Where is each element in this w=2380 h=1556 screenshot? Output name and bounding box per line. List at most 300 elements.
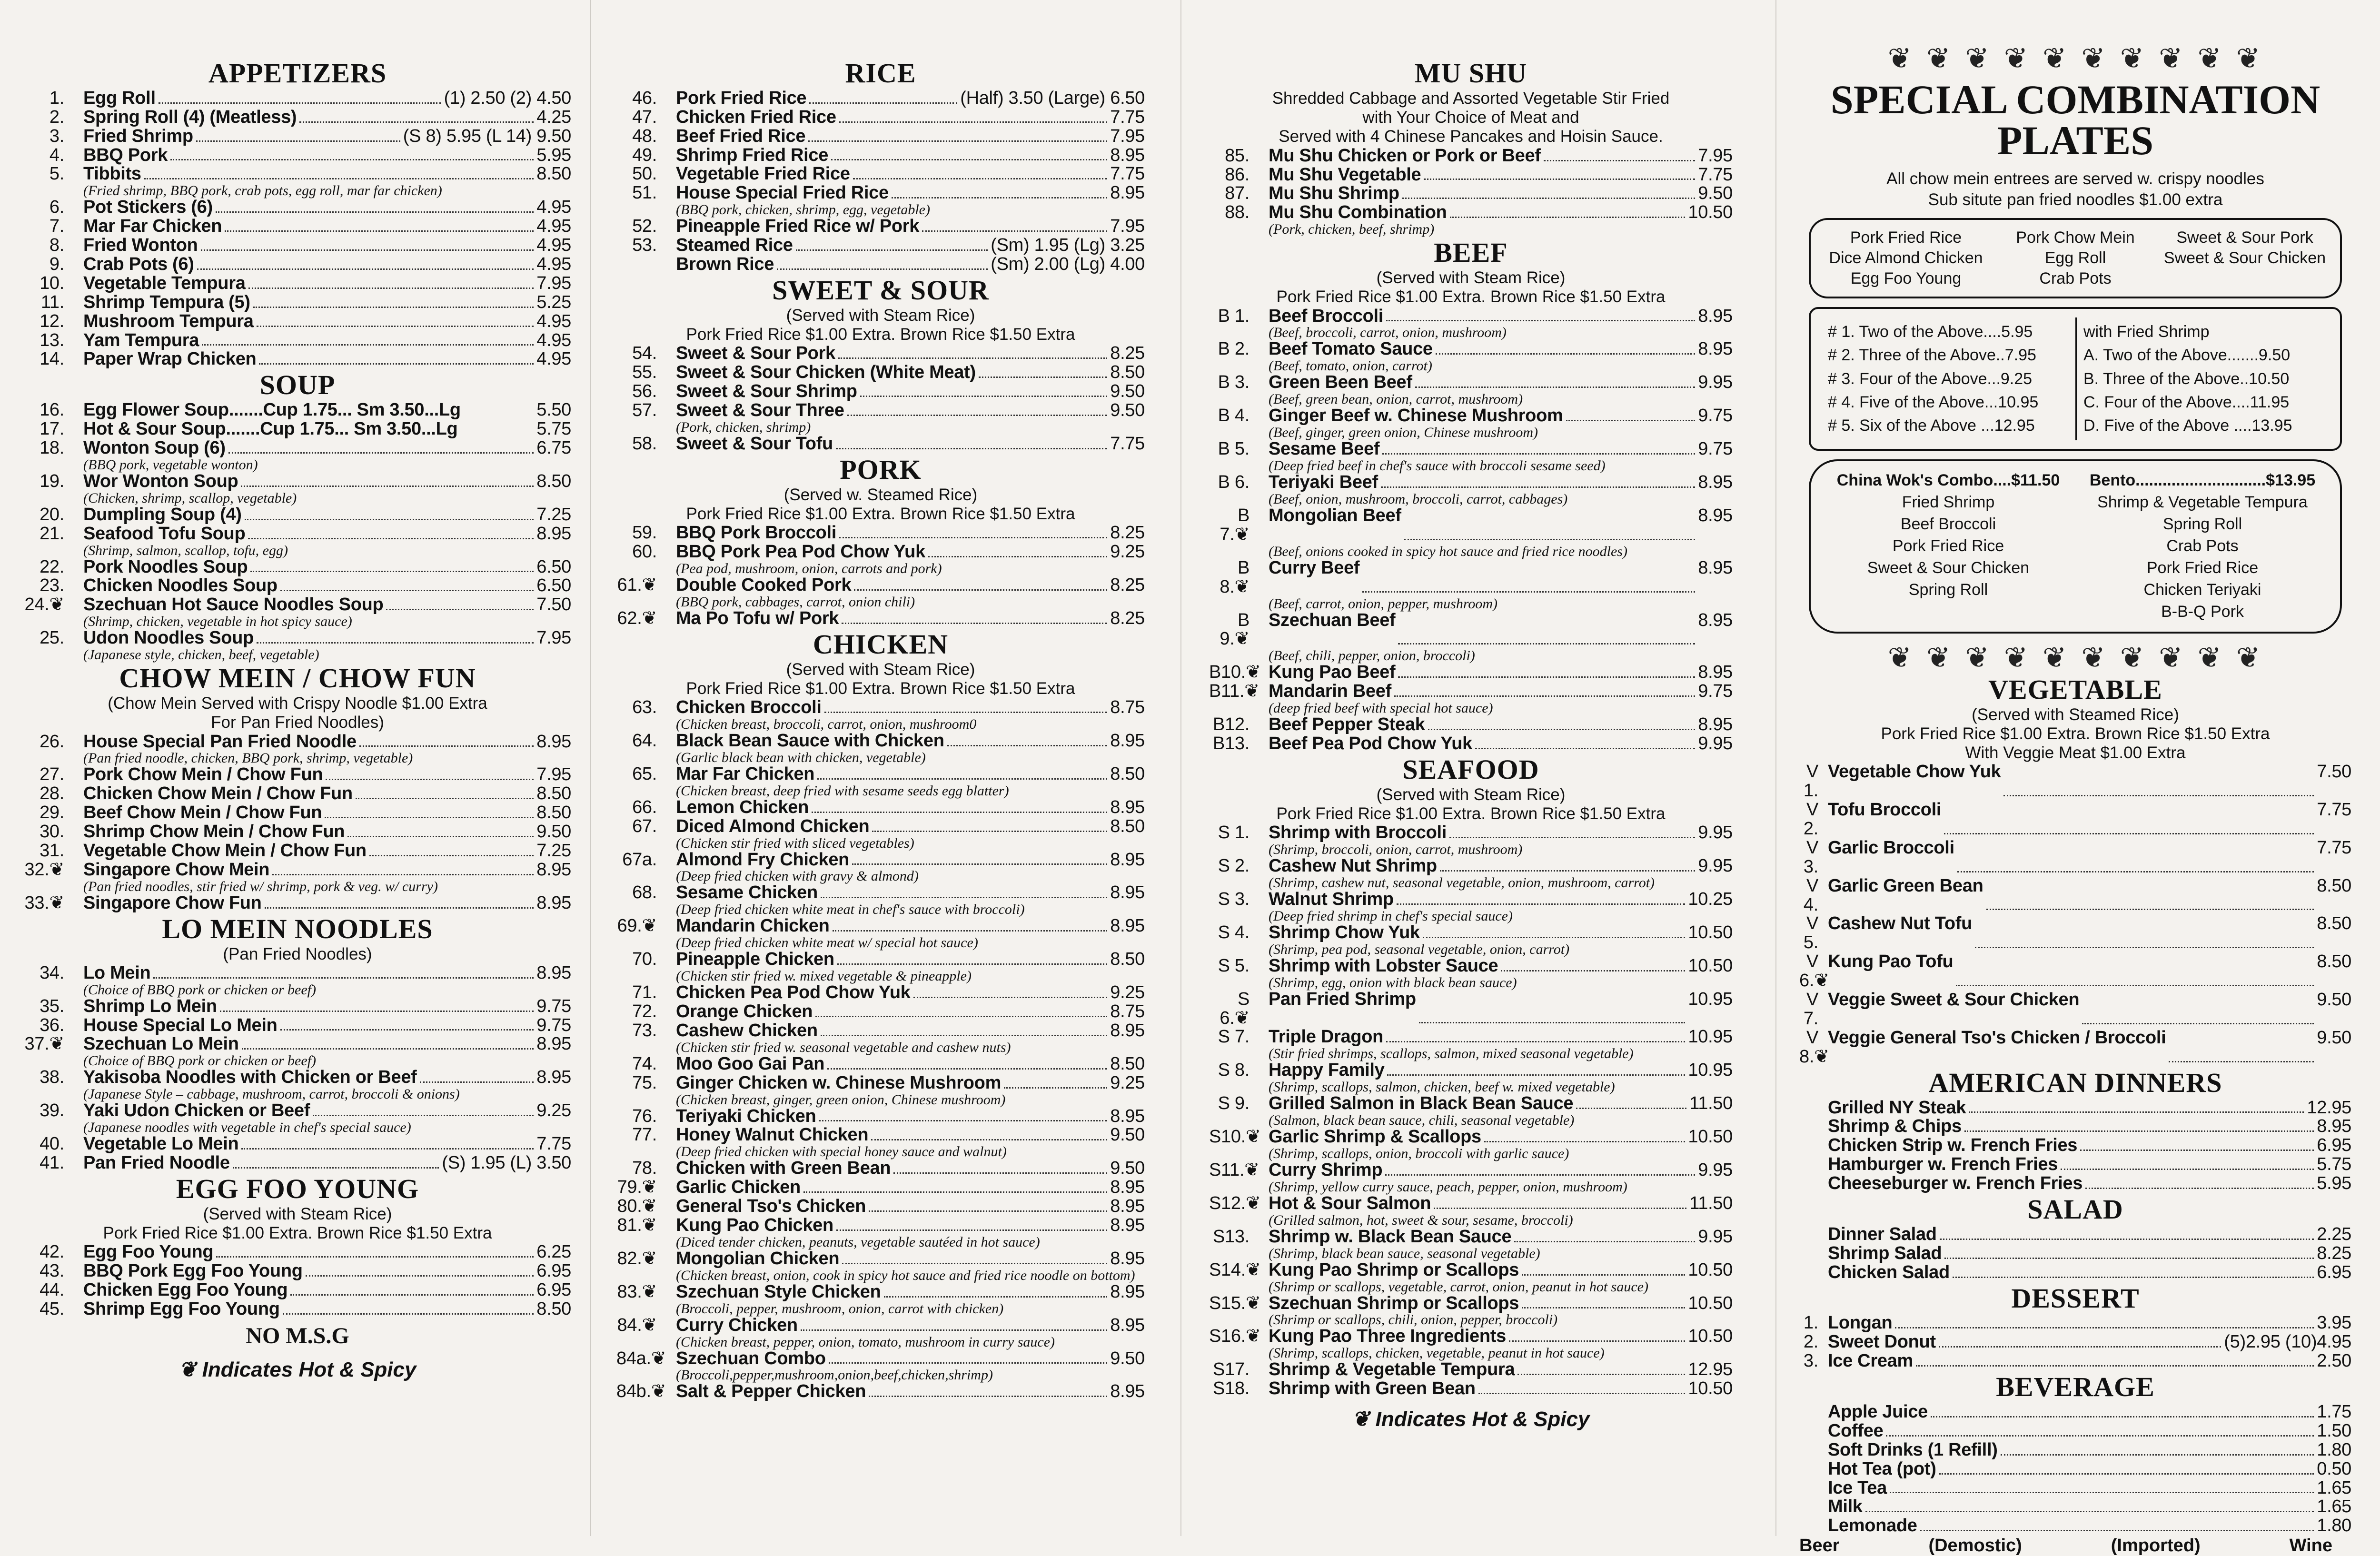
item-description: (deep fried beef with special hot sauce) [1269,700,1493,716]
item-price: 10.50 [1688,1259,1733,1280]
item-name: Pineapple Fried Rice w/ Pork [676,216,920,237]
section-heading-chicken: CHICKEN [813,628,949,660]
item-price: 8.25 [2317,1243,2351,1263]
item-price: 8.50 [1110,949,1145,970]
item-price: 9.50 [1110,400,1145,420]
item-name: Yaki Udon Chicken or Beef [83,1100,310,1121]
dot-leader [280,589,534,591]
item-number: S11.❦ [1209,1160,1259,1180]
menu-item [24,1101,571,1135]
item-number: 70. [632,949,657,970]
item-number: 34. [40,962,64,983]
item-number: V 6.❦ [1799,951,1829,991]
item-number: 66. [632,797,657,817]
china-wok-combo-item: Beef Broccoli [1900,515,1996,534]
menu-item [24,558,571,577]
item-price: 8.95 [536,859,571,880]
dot-leader [833,930,1108,932]
item-price: 8.95 [1698,472,1733,493]
menu-item [1799,1029,2351,1067]
dot-leader [369,854,534,856]
item-name: Singapore Chow Mein [83,859,270,880]
dot-leader [1394,695,1695,697]
dot-leader [1404,538,1696,540]
menu-item [616,917,1145,950]
ornament-border: ❦ ❦ ❦ ❦ ❦ ❦ ❦ ❦ ❦ ❦ [1887,42,2263,75]
item-name: Tibbits [83,164,141,184]
bento-item: Pork Fried Rice [2146,559,2259,577]
menu-column-2 [616,57,1145,1401]
item-description: (Deep fried chicken white meat w/ special hot sauce) [676,935,978,951]
item-price: 9.25 [1110,1072,1145,1093]
dot-leader [817,778,1107,780]
menu-item [616,765,1145,798]
dot-leader [1402,197,1695,199]
menu-item [1209,1228,1733,1261]
menu-item [24,401,571,420]
item-price: 8.95 [536,1067,571,1088]
menu-item [1209,663,1733,682]
item-number: 82.❦ [617,1248,657,1269]
item-number: 84.❦ [617,1315,657,1335]
item-name: Wor Wonton Soup [83,471,238,491]
dot-leader [2061,1168,2314,1170]
dot-leader [1956,984,2314,986]
bento [2075,470,2330,623]
item-description: (Beef, tomato, onion, carrot) [1269,358,1432,374]
item-price: 8.50 [536,164,571,184]
menu-item [24,274,571,293]
item-number: V 3. [1803,837,1818,877]
item-price: 8.25 [1110,523,1145,543]
section-note: (Served with Steamed Rice) [1972,705,2179,724]
section-heading-lo-mein-noodles: LO MEIN NOODLES [162,913,433,944]
item-number: 2. [1803,1332,1818,1352]
item-name: Pineapple Chicken [676,949,834,970]
item-number: S 3. [1218,889,1250,910]
item-name: Diced Almond Chicken [676,816,870,836]
item-name: Mar Far Chicken [83,216,222,237]
item-price: 6.50 [536,575,571,596]
item-name: Beef Tomato Sauce [1269,339,1433,359]
item-number: 51. [632,183,657,203]
dot-leader [842,622,1107,624]
item-name: BBQ Pork Egg Foo Young [83,1261,303,1281]
item-price: 5.75 [536,419,571,439]
item-number: 57. [632,400,657,420]
section-heading-american-dinners: AMERICAN DINNERS [1928,1067,2222,1098]
menu-item [616,1197,1145,1216]
item-name: Pan Fried Shrimp [1269,989,1416,1009]
menu-item [24,1300,571,1319]
menu-item [1209,340,1733,373]
item-number: B 6. [1218,472,1250,493]
menu-item [1799,1333,2351,1352]
item-description: (Fried shrimp, BBQ pork, crab pots, egg roll, mar far chicken) [83,183,442,199]
section-heading-chow-mein-chow-fun: CHOW MEIN / CHOW FUN [119,663,476,694]
combo-price-line: # 2. Three of the Above..7.95 [1828,346,2036,365]
dot-leader [248,287,534,289]
item-name: Chicken Broccoli [676,697,822,718]
item-name: Yakisoba Noodles with Chicken or Beef [83,1067,417,1088]
item-description: (Shrimp, broccoli, onion, carrot, mushroom) [1269,842,1523,858]
item-price: 10.50 [1688,955,1733,976]
item-description: (Chicken breast, broccoli, carrot, onion, mushroom0 [676,716,977,732]
item-name: Fried Wonton [83,235,198,256]
special-note: All chow mein entrees are served w. crispy noodles [1886,169,2264,188]
dot-leader [1939,1473,2314,1475]
dot-leader [1916,1365,2314,1367]
item-name: Ma Po Tofu w/ Pork [676,608,839,628]
item-name: Sesame Beef [1269,439,1380,459]
item-name: Beef Chow Mein / Chow Fun [83,803,322,823]
menu-item [1209,990,1733,1028]
item-price: 8.95 [1110,145,1145,165]
item-price: 10.95 [1688,989,1733,1009]
item-price: 9.95 [1698,1226,1733,1247]
item-name: Mongolian Chicken [676,1248,840,1269]
dot-leader [836,1229,1107,1231]
item-price: 9.75 [1698,406,1733,426]
dot-leader [812,811,1107,813]
item-number: 39. [40,1100,64,1121]
item-name: Cashew Nut Tofu [1828,913,1973,934]
item-name: Hot & Sour Salmon [1269,1193,1431,1213]
dot-leader [1004,1087,1107,1089]
item-name: Szechuan Lo Mein [83,1034,239,1054]
item-price: 7.75 [2317,800,2351,820]
item-number: 31. [40,841,64,861]
item-price: 9.50 [1110,1158,1145,1179]
dot-leader [201,249,534,251]
item-price: 8.95 [1110,1177,1145,1198]
item-number: 42. [40,1242,64,1262]
dot-leader [1890,1491,2314,1493]
combo-choice: Egg Foo Young [1850,269,1962,287]
item-number: 30. [40,822,64,842]
item-name: Hot & Sour Soup.......Cup 1.75... Sm 3.50...Lg [83,419,458,439]
item-description: (Japanese Style – cabbage, mushroom, carrot, broccoli & onions) [83,1086,460,1102]
item-description: (Beef, onions cooked in spicy hot sauce and fried rice noodles) [1269,543,1627,559]
item-name: House Special Fried Rice [676,183,889,203]
menu-item [616,382,1145,401]
dot-leader [1566,419,1696,421]
section-heading-mu-shu: MU SHU [1414,58,1527,89]
item-price: 8.95 [1110,849,1145,870]
dot-leader [313,1114,534,1116]
item-price: 9.50 [1110,381,1145,402]
menu-item [616,732,1145,765]
dot-leader [290,1294,534,1296]
menu-column-4 [1799,43,2351,1556]
item-number: 53. [632,235,657,256]
item-price: 8.95 [1110,797,1145,817]
item-price: 10.50 [1688,202,1733,223]
dot-leader [1449,836,1695,838]
item-description: (Beef, broccoli, carrot, onion, mushroom) [1269,325,1507,341]
dot-leader [241,1148,534,1150]
item-price: 9.50 [1110,1348,1145,1368]
menu-item [616,127,1145,146]
panel-fold [1180,0,1181,1536]
section-note: (Served with Steam Rice) [786,660,975,679]
item-number: 55. [632,362,657,383]
menu-item [1209,203,1733,237]
item-number: 26. [40,731,64,752]
menu-item [1799,1314,2351,1333]
dot-leader [356,797,534,799]
item-price: 10.50 [1688,1293,1733,1313]
item-price: 12.95 [1688,1359,1733,1380]
item-number: 84b.❦ [616,1381,666,1402]
dot-leader [216,1256,534,1258]
menu-item [616,698,1145,732]
item-price: 8.50 [1110,763,1145,784]
dot-leader [1397,903,1686,905]
item-name: Brown Rice [676,254,774,275]
item-price: 9.95 [1698,856,1733,876]
dot-leader [196,140,400,142]
menu-item [1799,1136,2351,1155]
item-name: Vegetable Chow Mein / Chow Fun [83,841,367,861]
item-price: 8.95 [1698,306,1733,326]
item-price: 1.80 [2317,1439,2351,1460]
item-description: (Choice of BBQ pork or chicken or beef) [83,981,317,998]
item-number: B 7.❦ [1220,505,1250,545]
dot-leader [1475,747,1695,749]
item-name: Black Bean Sauce with Chicken [676,730,944,751]
item-number: 12. [40,311,64,331]
item-description: (Choice of BBQ pork or chicken or beef) [83,1053,317,1069]
bento-item: Chicken Teriyaki [2143,580,2261,599]
fried-shrimp-price-line: A. Two of the Above.......9.50 [2083,346,2291,365]
hot-spicy-legend: ❦ Indicates Hot & Spicy [178,1358,416,1381]
special-title-line-1: SPECIAL COMBINATION [1830,77,2320,122]
item-price: 8.95 [536,523,571,544]
dot-leader [420,1081,534,1083]
dot-leader [257,325,534,327]
item-description: (Chicken breast, ginger, green onion, Chinese mushroom) [676,1091,1006,1108]
item-price: 8.95 [1110,916,1145,936]
item-number: S 5. [1218,955,1250,976]
dot-leader [872,830,1107,832]
item-name: Shrimp Tempura (5) [83,292,250,312]
item-price: 7.95 [536,764,571,785]
item-price: 5.75 [2317,1154,2351,1175]
menu-item [1209,307,1733,340]
dot-leader [1865,1510,2314,1512]
item-description: (Shrimp, yellow curry sauce, peach, pepper, onion, mushroom) [1269,1179,1627,1195]
menu-item [1799,1441,2351,1460]
item-price: 8.75 [1110,697,1145,718]
item-name: Mar Far Chicken [676,763,815,784]
item-name: Teriyaki Chicken [676,1106,816,1126]
dot-leader [884,1296,1108,1298]
menu-item [1209,1161,1733,1194]
item-name: Mandarin Chicken [676,916,830,936]
item-price: 8.95 [1110,882,1145,903]
item-description: (Pan fried noodles, stir fried w/ shrimp, pork & veg. w/ curry) [83,878,438,894]
item-name: Sweet & Sour Pork [676,343,835,364]
dot-leader [852,863,1107,865]
item-number: 59. [632,523,657,543]
menu-item [24,312,571,331]
menu-item [24,236,571,255]
section-note: Pork Fried Rice $1.00 Extra. Brown Rice $1.50 Extra [686,679,1075,698]
item-number: 61.❦ [617,575,657,595]
combo-choice [2160,269,2330,288]
item-price: 8.95 [2317,1116,2351,1137]
dot-leader [928,555,1107,557]
item-price: 9.25 [1110,982,1145,1003]
item-number: S 9. [1218,1093,1250,1114]
menu-item [1799,839,2351,877]
item-name: Mandarin Beef [1269,681,1391,702]
dot-leader [253,306,534,308]
item-number: B 9.❦ [1220,610,1250,649]
dot-leader [821,1034,1107,1036]
item-number: S 7. [1218,1027,1250,1047]
dot-leader [1484,1140,1686,1142]
dot-leader [796,249,988,251]
menu-item [1209,559,1733,611]
item-name: Yam Tempura [83,330,199,350]
item-number: 49. [632,145,657,165]
item-price: 9.95 [1698,733,1733,753]
dot-leader [2169,1060,2314,1062]
beer-wine-label: Wine [2289,1536,2332,1556]
item-price: 10.95 [1688,1060,1733,1080]
combo-price-list [1821,317,2075,440]
item-price: 7.75 [1110,433,1145,454]
item-number: 24.❦ [24,595,64,615]
menu-item [1799,1225,2351,1244]
menu-item [616,1349,1145,1383]
item-number: S14.❦ [1209,1259,1261,1280]
item-name: Walnut Shrimp [1269,889,1394,910]
section-note: Pork Fried Rice $1.00 Extra. Brown Rice $1.50 Extra [1276,287,1666,307]
menu-item [1209,440,1733,473]
dot-leader [854,589,1107,591]
fried-shrimp-price-line: D. Five of the Above ....13.95 [2083,416,2292,435]
menu-item [1209,1360,1733,1379]
item-name: Kung Pao Shrimp or Scallops [1269,1259,1519,1280]
combo-bento-box [1809,459,2342,633]
item-name: Sweet & Sour Tofu [676,433,833,454]
item-number: B 1. [1218,306,1250,326]
item-name: Beef Broccoli [1269,306,1384,326]
menu-item [24,1016,571,1035]
item-number: 74. [632,1053,657,1074]
combo-choice: Pork Chow Mein [2016,228,2135,247]
menu-item [616,1002,1145,1021]
item-price: 7.95 [1698,145,1733,166]
dot-leader [1434,1207,1686,1209]
combo-choice: Sweet & Sour Chicken [2163,249,2326,267]
item-number: 38. [40,1067,64,1088]
item-number: 36. [40,1015,64,1035]
item-price: 4.95 [536,216,571,237]
item-number: S 8. [1218,1060,1250,1080]
item-name: Mu Shu Combination [1269,202,1447,223]
dot-leader [220,1010,534,1012]
item-description: (Broccoli,pepper,mushroom,onion,beef,chicken,shrimp) [676,1367,993,1383]
item-price: (Sm) 2.00 (Lg) 4.00 [991,254,1145,275]
dot-leader [1920,1529,2314,1531]
item-name: Pork Fried Rice [676,88,807,108]
menu-item [24,894,571,913]
item-number: V 1. [1803,762,1818,801]
dot-leader [1514,1240,1695,1242]
menu-item [616,435,1145,454]
menu-item [24,1243,571,1262]
section-heading-rice: RICE [845,58,916,89]
item-name: Lo Mein [83,962,151,983]
item-number: 9. [49,254,64,275]
item-price: 8.25 [1110,608,1145,628]
item-price: 11.50 [1689,1193,1733,1213]
dot-leader [1986,908,2314,910]
combo-price-line: # 4. Five of the Above...10.95 [1828,393,2039,411]
combo-price-line: # 1. Two of the Above....5.95 [1828,323,2033,341]
menu-item [1209,406,1733,440]
item-name: Kung Pao Beef [1269,662,1396,683]
menu-item [24,576,571,595]
dot-leader [808,140,1107,142]
item-price: 10.50 [1688,1326,1733,1347]
section-note: Pork Fried Rice $1.00 Extra. Brown Rice $1.50 Extra [686,504,1075,523]
section-heading-appetizers: APPETIZERS [208,58,387,89]
item-price: 4.95 [536,311,571,331]
item-name: Grilled Salmon in Black Bean Sauce [1269,1093,1574,1114]
item-number: 4. [49,145,64,165]
dot-leader [869,1210,1107,1212]
item-price: 7.75 [2317,837,2351,858]
item-name: Garlic Broccoli [1828,837,1954,858]
menu-item [1209,1294,1733,1328]
item-name: Cheeseburger w. French Fries [1828,1173,2083,1194]
dot-leader [819,1120,1107,1121]
menu-item [616,89,1145,108]
dot-leader [1423,936,1686,938]
dot-leader [306,1275,534,1277]
dot-leader [159,102,441,104]
menu-item [616,543,1145,576]
dot-leader [1419,1021,1686,1023]
item-description: (Pea pod, mushroom, onion, carrots and pork) [676,560,942,576]
item-number: 63. [632,697,657,718]
menu-item [1799,914,2351,952]
item-name: Hamburger w. French Fries [1828,1154,2058,1175]
menu-item [616,108,1145,127]
item-number: 40. [40,1134,64,1154]
ornament-border: ❦ ❦ ❦ ❦ ❦ ❦ ❦ ❦ ❦ ❦ [1887,641,2263,674]
menu-item [24,331,571,350]
dot-leader [250,570,534,572]
dot-leader [1522,1307,1685,1308]
dot-leader [265,907,534,909]
dot-leader [1450,216,1686,218]
menu-item [1799,1155,2351,1174]
dot-leader [1522,1274,1685,1276]
item-number: S16.❦ [1209,1326,1261,1347]
item-price: 3.95 [2317,1313,2351,1333]
beverage-beer-wine-row [1799,1536,2351,1556]
menu-item [616,1249,1145,1283]
menu-item [616,851,1145,884]
item-price: 8.95 [536,962,571,983]
item-name: Salt & Pepper Chicken [676,1381,866,1402]
